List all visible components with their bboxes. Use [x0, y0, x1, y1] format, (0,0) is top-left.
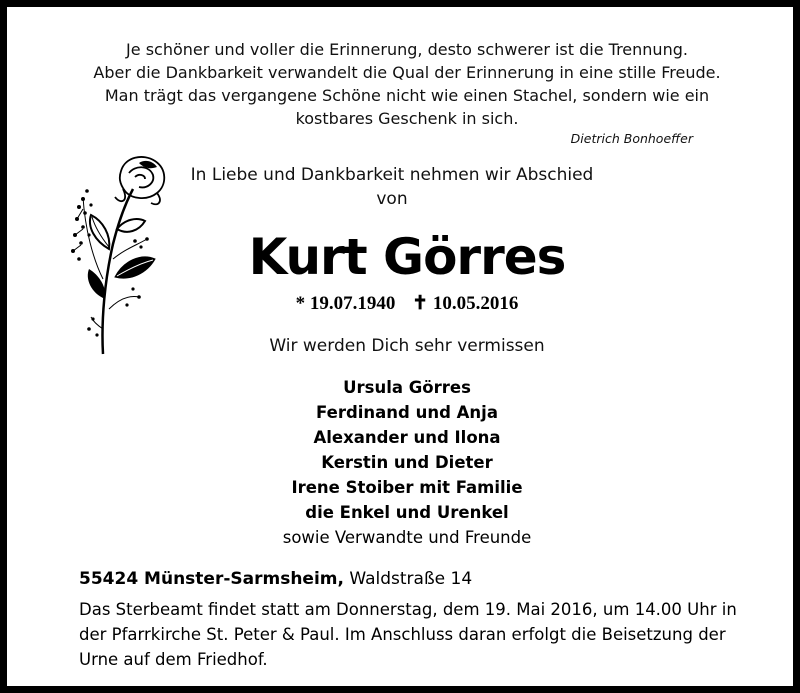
address — [79, 569, 739, 589]
birth-date: * 19.07.1940 — [295, 293, 396, 314]
address-street: Waldstraße 14 — [349, 569, 473, 589]
miss-text: Wir werden Dich sehr vermissen — [269, 336, 545, 356]
service-info — [79, 597, 759, 672]
death-date: ✝ 10.05.2016 — [412, 293, 519, 314]
intro-line: In Liebe und Dankbarkeit nehmen wir Abschied — [190, 165, 594, 185]
mourner: Kerstin und Dieter — [321, 453, 493, 472]
mourner: Alexander und Ilona — [313, 428, 501, 447]
mourners-extra: sowie Verwandte und Freunde — [282, 528, 532, 547]
intro-line: von — [376, 189, 408, 209]
quote-line: Je schöner und voller die Erinnerung, desto schwerer ist die Trennung. — [126, 40, 688, 59]
deceased-name: Kurt Görres — [248, 228, 566, 286]
service-line: Urne auf dem Friedhof. — [79, 650, 268, 669]
quote-line: kostbares Geschenk in sich. — [295, 109, 519, 128]
service-line: Das Sterbeamt findet statt am Donnerstag, dem 19. Mai 2016, um 14.00 Uhr in — [79, 600, 737, 619]
quote-block — [67, 38, 747, 130]
mourners-list — [157, 375, 657, 550]
quote-line: Aber die Dankbarkeit verwandelt die Qual der Erinnerung in eine stille Freude. — [93, 63, 721, 82]
quote-line: Man trägt das vergangene Schöne nicht wie einen Stachel, sondern wie ein — [104, 86, 710, 105]
mourner: Ferdinand und Anja — [316, 403, 498, 422]
life-dates — [207, 292, 607, 315]
service-line: der Pfarrkirche St. Peter & Paul. Im Anschluss daran erfolgt die Beisetzung der — [79, 625, 726, 644]
intro-text — [177, 163, 607, 211]
quote-author: Dietrich Bonhoeffer — [570, 131, 693, 146]
mourner: Irene Stoiber mit Familie — [291, 478, 523, 497]
mourner: die Enkel und Urenkel — [305, 503, 509, 522]
address-place: 55424 Münster-Sarmsheim, — [79, 569, 344, 589]
mourner: Ursula Görres — [343, 378, 471, 397]
